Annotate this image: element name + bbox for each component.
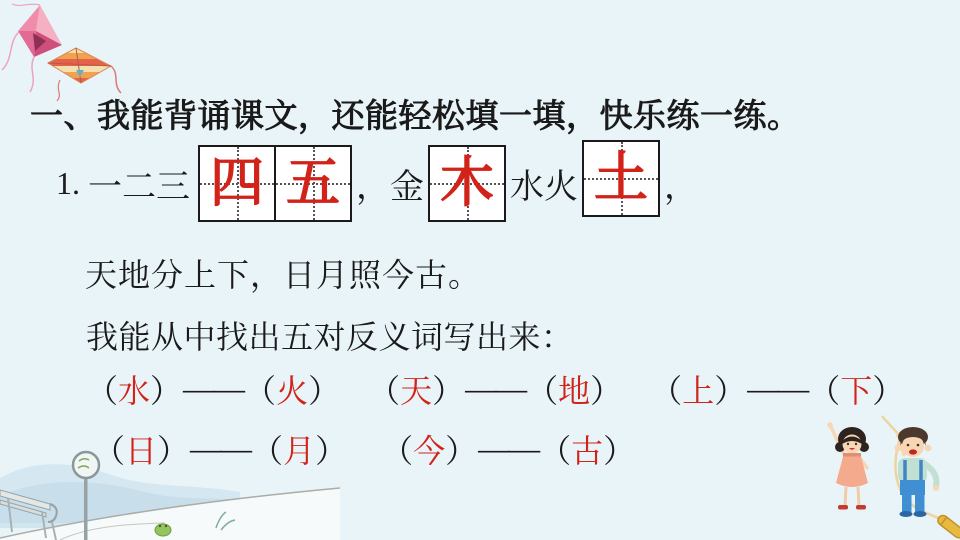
paren-open: （	[381, 433, 414, 469]
antonym-pair-1	[86, 366, 340, 412]
antonym-prompt: 我能从中找出五对反义词写出来：	[86, 319, 574, 355]
answer-box-1	[198, 145, 276, 222]
paren-close: ）	[445, 433, 478, 469]
answer-character-3: 木	[440, 153, 494, 213]
paren-open: （	[244, 373, 277, 409]
girl-icon	[827, 422, 869, 509]
paren-close: ）	[157, 433, 190, 469]
frog-icon	[155, 524, 171, 536]
paren-close: ）	[603, 433, 636, 469]
answer-box-pair	[198, 145, 352, 222]
paren-close: ）	[872, 373, 905, 409]
antonym-row-1	[86, 366, 904, 412]
paren-open: （	[539, 433, 572, 469]
page-title: 一、我能背诵课文，还能轻松填一填，快乐练一练。	[30, 97, 801, 134]
question-text-after: ，	[664, 168, 698, 206]
antonym-pair-5	[381, 426, 635, 472]
question-text-before: 一二三	[88, 168, 190, 206]
paren-close: ）	[308, 373, 341, 409]
paren-open: （	[526, 373, 559, 409]
antonym-word: 上	[682, 373, 715, 409]
pink-kite-icon	[2, 4, 62, 92]
question-number: 1.	[56, 164, 80, 201]
antonym-word: 月	[283, 433, 316, 469]
antonym-word: 古	[571, 433, 604, 469]
antonym-pair-2	[368, 366, 622, 412]
paren-open: （	[368, 373, 401, 409]
answer-box-2	[274, 145, 352, 222]
antonym-word: 火	[276, 373, 309, 409]
question-line-2: 天地分上下，日月照今古。	[85, 257, 482, 293]
paren-close: ）	[590, 373, 623, 409]
paren-close: ）	[714, 373, 747, 409]
question-text-mid-2: 水火	[510, 168, 578, 206]
answer-character-2: 五	[286, 153, 340, 213]
paren-open: （	[93, 433, 126, 469]
dash: ——	[747, 370, 808, 406]
paren-open: （	[808, 373, 841, 409]
paren-open: （	[251, 433, 284, 469]
answer-box-4	[582, 140, 660, 217]
antonym-row-2	[93, 426, 635, 472]
antonym-word: 水	[118, 373, 151, 409]
paren-open: （	[86, 373, 119, 409]
antonym-word: 日	[125, 433, 158, 469]
antonym-word: 天	[400, 373, 433, 409]
answer-character-1: 四	[210, 153, 264, 213]
antonym-word: 地	[558, 373, 591, 409]
dash: ——	[465, 370, 526, 406]
answer-character-4: 土	[594, 148, 648, 208]
paren-open: （	[650, 373, 683, 409]
dash: ——	[190, 430, 251, 466]
antonym-pair-3	[650, 366, 904, 412]
paren-close: ）	[150, 373, 183, 409]
question-line-1	[56, 141, 702, 225]
paren-close: ）	[432, 373, 465, 409]
question-text-mid-1: ，金	[356, 168, 424, 206]
antonym-pair-4	[93, 426, 347, 472]
antonym-word: 下	[840, 373, 873, 409]
dash: ——	[183, 370, 244, 406]
children-jump-rope-icon	[812, 414, 960, 540]
boy-icon	[895, 427, 940, 517]
paren-close: ）	[315, 433, 348, 469]
antonym-word: 今	[413, 433, 446, 469]
answer-box-3	[428, 145, 506, 222]
dash: ——	[478, 430, 539, 466]
